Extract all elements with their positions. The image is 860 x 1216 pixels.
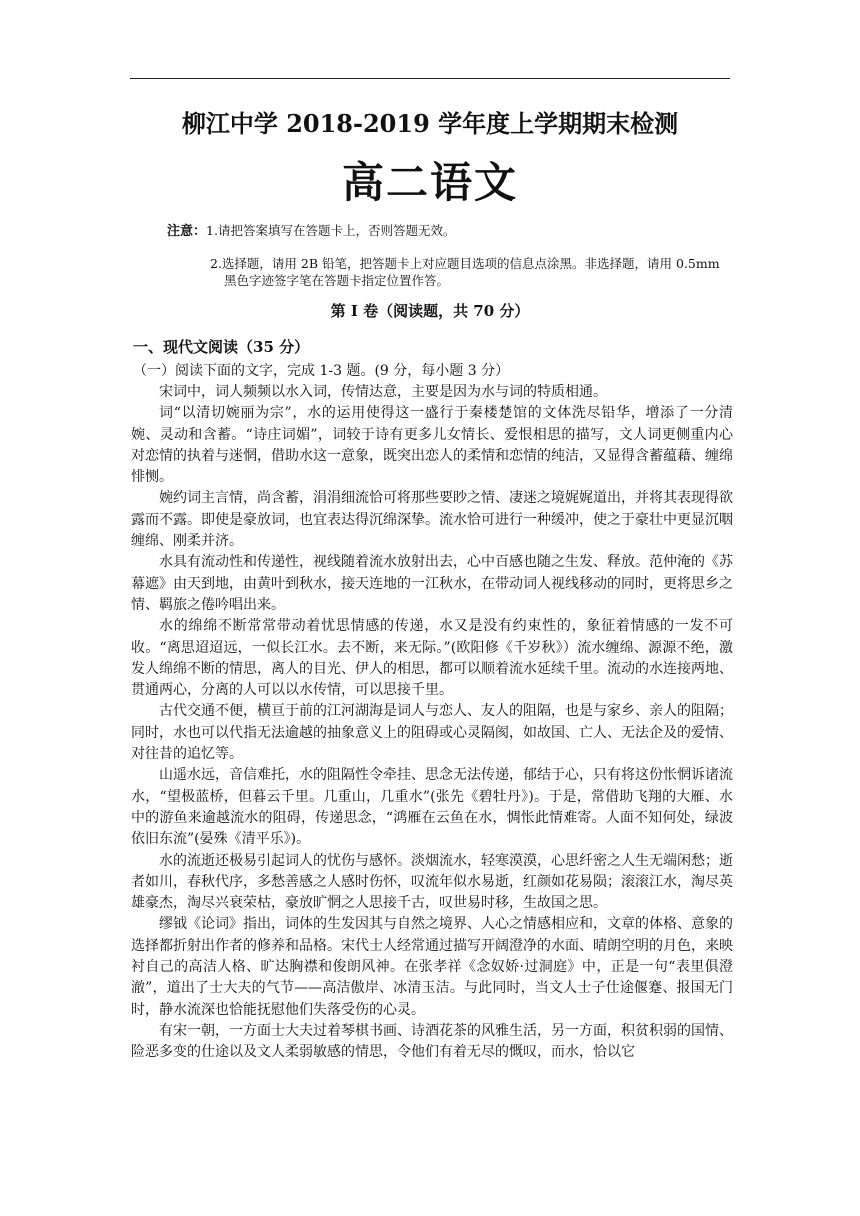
paragraph: 古代交通不便，横亘于前的江河湖海是词人与恋人、友人的阻隔，也是与家乡、亲人的阻隔；同时，水也可以代指无法逾越的抽象意义上的阻碍或心灵隔阂，如故国、亡人、无法企及的爱情、对往昔的追忆等。 [131, 703, 733, 763]
notice-item-2-line-2: 黑色字迹签字笔在答题卡指定位置作答。 [224, 273, 450, 288]
notice-line-1 [167, 220, 455, 239]
notice-item-1: 1.请把答案填写在答题卡上，否则答题无效。 [206, 223, 456, 238]
notice-label: 注意： [167, 224, 207, 239]
paragraph: 水的绵绵不断常常带动着忧思情感的传递，水又是没有约束性的，象征着情感的一发不可收。“离思迢迢远，一似长江水。去不断，来无际。”(欧阳修《千岁秋》）流水缠绵、源源不绝，激发人绵绵不断的情思，离人的目光、伊人的相思，都可以顺着流水延续千里。流动的水连接两地、贯通两心，分离的人可以以水传情，可以思接千里。 [131, 618, 733, 699]
notice-item-2-line-1: 2.选择题，请用 2B 铅笔，把答题卡上对应题目选项的信息点涂黑。非选择题，请用 0.5mm [210, 256, 720, 271]
paragraph: 婉约词主言情，尚含蓄，涓涓细流恰可将那些要眇之情、凄迷之境娓娓道出，并将其表现得欲露而不露。即使是豪放词，也宜表达得沉绵深挚。流水恰可进行一种缓冲，使之于豪壮中更显沉咽缠绵、刚柔并济。 [131, 490, 733, 550]
paragraph: 山遥水远，音信难托，水的阻隔性令牵挂、思念无法传递，郁结于心，只有将这份怅惘诉诸流水，“望极蓝桥，但暮云千里。几重山，几重水”(张先《碧牡丹》)。于是，常借助飞翔的大雁、水中的游鱼来逾越流水的阻碍，传递思念，“鸿雁在云鱼在水，惆怅此情难寄。人面不知何处，绿波依旧东流”(晏殊《清平乐》)。 [131, 767, 733, 848]
paragraph: 水的流逝还极易引起词人的忧伤与感怀。淡烟流水，轻寒漠漠，心思纤密之人生无端闲愁；逝者如川，春秋代序，多愁善感之人感时伤怀，叹流年似水易逝，红颜如花易陨；滚滚江水，淘尽英雄豪杰，淘尽兴衰荣枯，豪放旷惘之人思接千古，叹世易时移，生故国之思。 [131, 852, 733, 912]
reading-passage [131, 382, 733, 1064]
paragraph: 缪钺《论词》指出，词体的生发因其与自然之境界、人心之情感相应和，文章的体格、意象的选择都折射出作者的修养和品格。宋代士人经常通过描写开阔澄净的水面、晴朗空明的月色，来映衬自己的高洁人格、旷达胸襟和俊朗风神。在张孝祥《念奴娇·过洞庭》中，正是一句“表里俱澄澈”，道出了士大夫的气节——高洁傲岸、冰清玉洁。与此同时，当文人士子仕途偃蹇、报国无门时，静水流深也恰能抚慰他们失落受伤的心灵。 [131, 916, 733, 1018]
header-rule [130, 78, 730, 79]
school-title: 柳江中学 2018-2019 学年度上学期期末检测 [181, 109, 679, 138]
paragraph: 宋词中，词人频频以水入词，传情达意，主要是因为水与词的特质相通。 [159, 384, 607, 400]
subject-title: 高二语文 [341, 158, 518, 207]
paragraph: 词“以清切婉丽为宗”，水的运用使得这一盛行于秦楼楚馆的文体洗尽铅华，增添了一分清婉、灵动和含蓄。“诗庄词媚”，词较于诗有更多儿女情长、爱恨相思的描写，文人词更侧重内心对恋情的执着与迷惘，借助水这一意象，既突出恋人的柔情和恋情的纯洁，又显得含蓄蕴藉、缠绵悱恻。 [131, 405, 733, 486]
volume-title: 第 I 卷（阅读题，共 70 分） [330, 302, 530, 320]
paragraph: 有宋一朝，一方面士大夫过着琴棋书画、诗酒花茶的风雅生活，另一方面，积贫积弱的国情、险恶多变的仕途以及文人柔弱敏感的情思，令他们有着无尽的慨叹，而水，恰以它 [131, 1022, 733, 1061]
question-intro: （一）阅读下面的文字，完成 1-3 题。(9 分，每小题 3 分） [133, 363, 510, 379]
notice-item-2 [210, 255, 730, 289]
section-title: 一、现代文阅读（35 分） [133, 338, 310, 356]
paragraph: 水具有流动性和传递性，视线随着流水放射出去，心中百感也随之生发、释放。范仲淹的《苏幕遮》由天到地，由黄叶到秋水，接天连地的一江秋水，在带动词人视线移动的同时，更将思乡之情、羁旅之倦吟唱出来。 [131, 554, 733, 613]
